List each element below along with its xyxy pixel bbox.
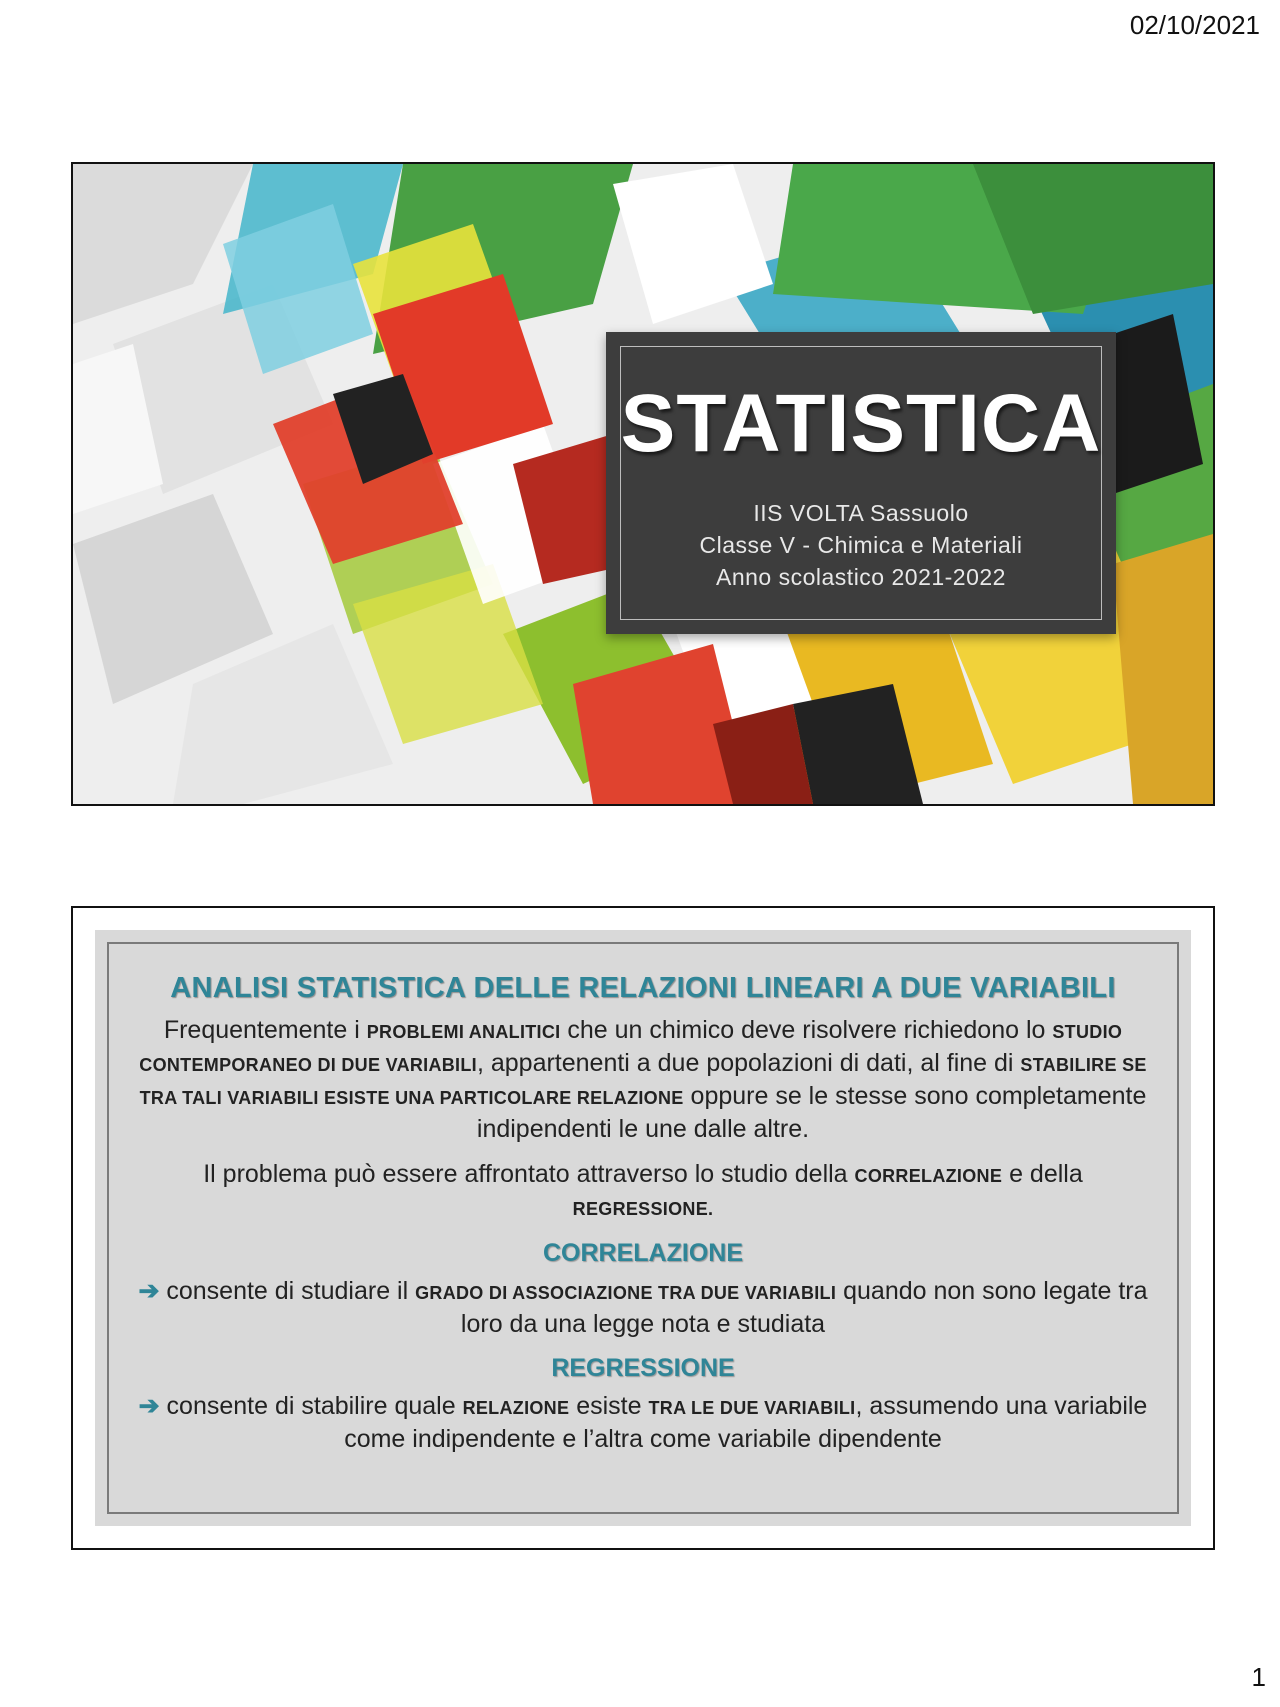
text-run: Frequentemente i [163, 1016, 367, 1044]
school-name: IIS VOLTA Sassuolo [753, 500, 969, 526]
content-slide [71, 906, 1215, 1550]
text-run: consente di studiare il [159, 1277, 416, 1305]
text-run: , assumendo una variabile come indipendente e l’altra come variabile dipendente [344, 1392, 1148, 1453]
text-run: e della [1002, 1160, 1083, 1188]
keyword: STABILIRE SE TRA TALI VARIABILI ESISTE UNA PARTICOLARE RELAZIONE [139, 1055, 1147, 1108]
school-year: Anno scolastico 2021-2022 [716, 564, 1006, 590]
title-slide [71, 162, 1215, 806]
slide-background [95, 930, 1191, 1526]
text-run: che un chimico deve risolvere richiedono lo [560, 1016, 1053, 1044]
content-frame [107, 942, 1179, 1514]
regressione-heading: REGRESSIONE [551, 1354, 735, 1382]
page-number: 1 [1251, 1662, 1266, 1692]
presentation-title: STATISTICA [620, 378, 1102, 469]
text-run: consente di stabilire quale [159, 1392, 463, 1420]
title-frame [620, 346, 1102, 620]
correlazione-heading: CORRELAZIONE [543, 1239, 743, 1267]
regressione-description [137, 1391, 1149, 1455]
correlazione-description [137, 1276, 1149, 1340]
text-run: , appartenenti a due popolazioni di dati, al fine di [476, 1049, 1021, 1077]
title-panel [606, 332, 1116, 634]
keyword: TRA LE DUE VARIABILI [648, 1398, 856, 1418]
keyword: CORRELAZIONE [854, 1166, 1003, 1186]
keyword: RELAZIONE [462, 1398, 570, 1418]
text-run: Il problema può essere affrontato attraverso lo studio della [203, 1160, 855, 1188]
keyword: PROBLEMI ANALITICI [366, 1022, 561, 1042]
text-run: quando non sono legate tra loro da una legge nota e studiata [460, 1277, 1148, 1338]
arrow-right-icon: ➔ [138, 1277, 160, 1305]
approach-paragraph [137, 1159, 1149, 1225]
keyword: REGRESSIONE. [572, 1199, 714, 1219]
text-run: esiste [569, 1392, 649, 1420]
keyword: GRADO DI ASSOCIAZIONE TRA DUE VARIABILI [415, 1283, 837, 1303]
class-name: Classe V - Chimica e Materiali [699, 532, 1023, 558]
arrow-right-icon: ➔ [138, 1392, 160, 1420]
subtitle-block [699, 497, 1022, 593]
slide-title: ANALISI STATISTICA DELLE RELAZIONI LINEARI A DUE VARIABILI [170, 972, 1116, 1004]
intro-paragraph [137, 1015, 1149, 1145]
document-date: 02/10/2021 [1129, 10, 1260, 40]
keyword: STUDIO CONTEMPORANEO DI DUE VARIABILI [139, 1022, 1123, 1075]
text-run: oppure se le stesse sono completamente indipendenti le une dalle altre. [476, 1082, 1147, 1143]
